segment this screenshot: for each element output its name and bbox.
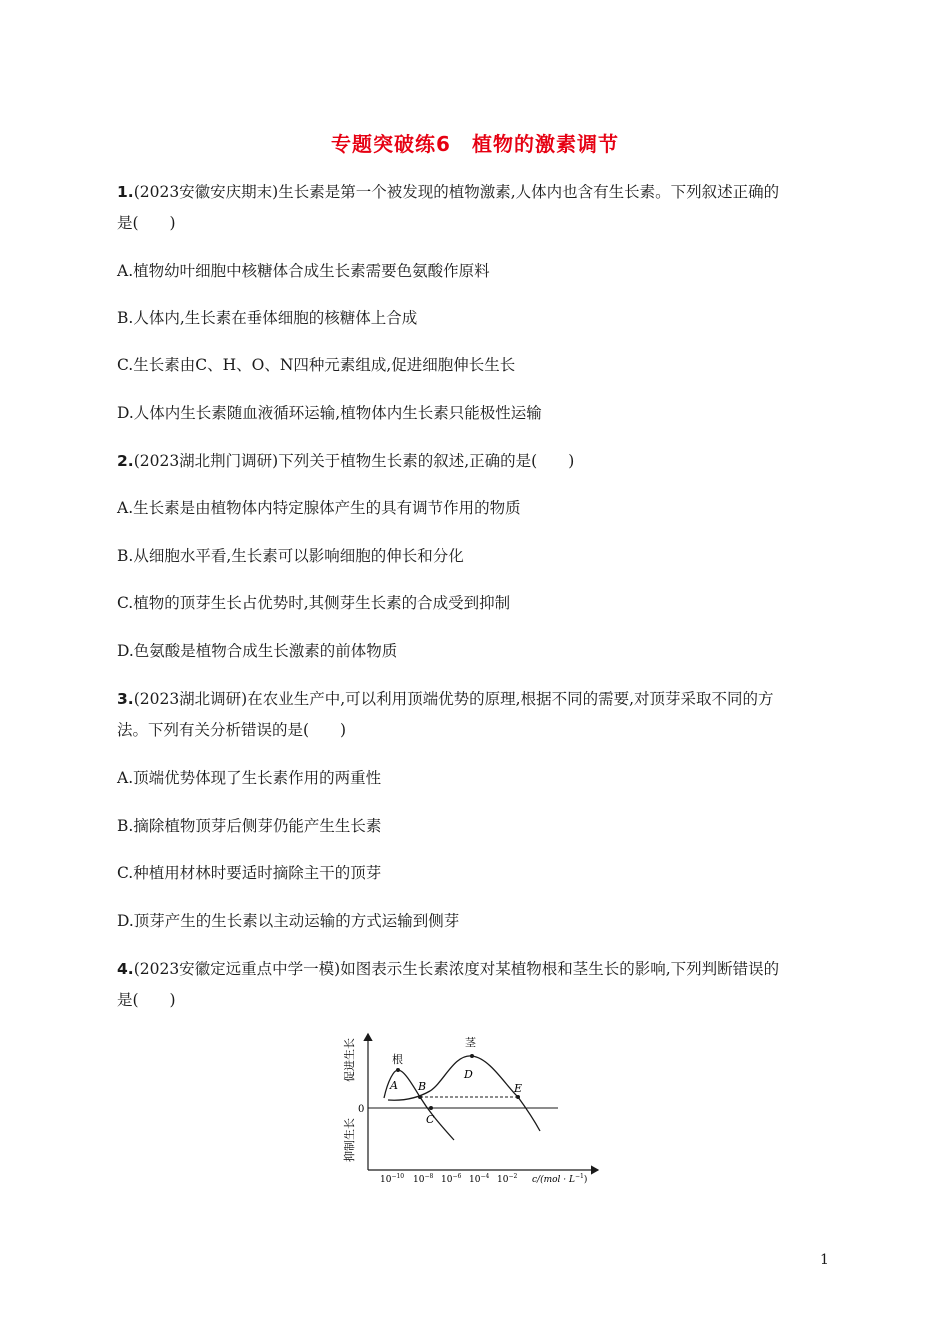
question-2-option-c: C.植物的顶芽生长占优势时,其侧芽生长素的合成受到抑制 bbox=[117, 594, 511, 612]
auxin-concentration-figure bbox=[340, 1028, 610, 1186]
question-3-option-b: B.摘除植物顶芽后侧芽仍能产生生长素 bbox=[117, 817, 382, 835]
question-3-option-a: A.顶端优势体现了生长素作用的两重性 bbox=[117, 769, 382, 787]
question-1-option-a: A.植物幼叶细胞中核糖体合成生长素需要色氨酸作原料 bbox=[117, 262, 490, 280]
question-2-option-a: A.生长素是由植物体内特定腺体产生的具有调节作用的物质 bbox=[117, 499, 521, 517]
question-1-stem-cont: 是( ) bbox=[117, 214, 176, 232]
x-tick-1: $10^{-10}$ bbox=[380, 1173, 405, 1185]
question-text: (2023安徽安庆期末)生长素是第一个被发现的植物激素,人体内也含有生长素。下列叙述正确的 bbox=[133, 183, 780, 201]
point-d-marker bbox=[470, 1054, 474, 1058]
root-label: 根 bbox=[392, 1053, 403, 1066]
y-label-inhibit: 抑制生长 bbox=[343, 1118, 356, 1162]
x-tick-5: $10^{-2}$ bbox=[497, 1173, 518, 1185]
point-e-marker bbox=[516, 1095, 520, 1099]
question-text: (2023湖北调研)在农业生产中,可以利用顶端优势的原理,根据不同的需要,对顶芽采取不同的方 bbox=[133, 690, 774, 708]
question-2-option-b: B.从细胞水平看,生长素可以影响细胞的伸长和分化 bbox=[117, 547, 464, 565]
point-b-label: B bbox=[418, 1080, 427, 1093]
question-1-option-b: B.人体内,生长素在垂体细胞的核糖体上合成 bbox=[117, 309, 418, 327]
question-3-stem-cont: 法。下列有关分析错误的是( ) bbox=[117, 721, 347, 739]
question-text: (2023湖北荆门调研)下列关于植物生长素的叙述,正确的是( ) bbox=[133, 452, 575, 470]
y-label-promote: 促进生长 bbox=[343, 1038, 356, 1082]
question-number: 3. bbox=[117, 690, 134, 708]
point-c-label: C bbox=[426, 1113, 435, 1126]
page-title: 专题突破练6 植物的激素调节 bbox=[331, 132, 619, 156]
point-c-marker bbox=[429, 1106, 433, 1110]
question-3-stem bbox=[117, 688, 774, 710]
question-1-option-c: C.生长素由C、H、O、N四种元素组成,促进细胞伸长生长 bbox=[117, 356, 516, 374]
question-1-stem bbox=[117, 181, 779, 203]
figure-svg bbox=[340, 1028, 610, 1186]
question-1-option-d: D.人体内生长素随血液循环运输,植物体内生长素只能极性运输 bbox=[117, 404, 542, 422]
question-2-option-d: D.色氨酸是植物合成生长激素的前体物质 bbox=[117, 642, 398, 660]
x-tick-2: $10^{-8}$ bbox=[413, 1173, 434, 1185]
point-b-marker bbox=[418, 1095, 422, 1099]
point-d-label: D bbox=[464, 1068, 473, 1081]
question-3-option-d: D.顶芽产生的生长素以主动运输的方式运输到侧芽 bbox=[117, 912, 460, 930]
x-tick-4: $10^{-4}$ bbox=[469, 1173, 490, 1185]
point-e-label: E bbox=[514, 1082, 523, 1095]
point-a-marker bbox=[396, 1068, 400, 1072]
zero-label: 0 bbox=[358, 1104, 365, 1115]
question-text: (2023安徽定远重点中学一模)如图表示生长素浓度对某植物根和茎生长的影响,下列判断错误的 bbox=[133, 960, 780, 978]
question-2-stem bbox=[117, 450, 574, 472]
question-4-stem-cont: 是( ) bbox=[117, 991, 176, 1009]
question-3-option-c: C.种植用材林时要适时摘除主干的顶芽 bbox=[117, 864, 382, 882]
stem-label: 茎 bbox=[465, 1036, 476, 1049]
page-number: 1 bbox=[820, 1252, 829, 1268]
question-4-stem bbox=[117, 958, 779, 980]
x-axis-label: $c/(mol \cdot L^{-1})$ bbox=[532, 1173, 588, 1185]
question-number: 2. bbox=[117, 452, 134, 470]
question-number: 1. bbox=[117, 183, 134, 201]
point-a-label: A bbox=[390, 1079, 398, 1092]
question-number: 4. bbox=[117, 960, 134, 978]
x-tick-3: $10^{-6}$ bbox=[441, 1173, 462, 1185]
